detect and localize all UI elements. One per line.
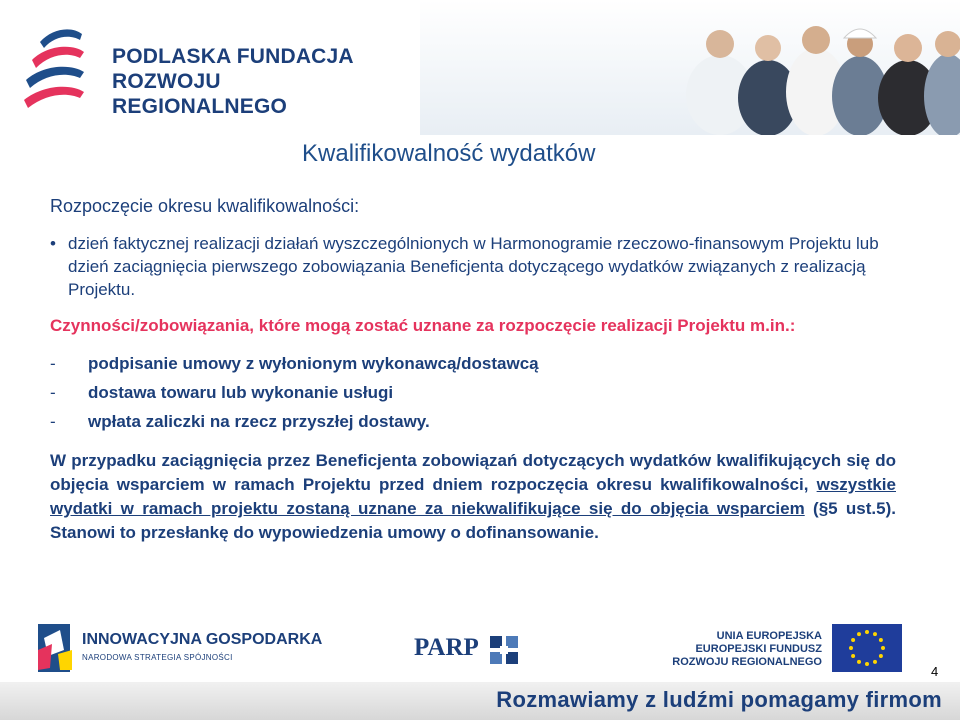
- bullet-item: [48, 232, 918, 301]
- paragraph-underlined: wszystkie wydatki w ramach projektu zostaną uznane za niekwalifikujące się do objęcia wsparciem: [50, 475, 896, 518]
- list-item: [50, 412, 539, 441]
- parp-logo: [414, 630, 524, 670]
- bullet-marker: •: [50, 234, 56, 253]
- section-subheading: Rozpoczęcie okresu kwalifikowalności:: [50, 196, 360, 216]
- slogan-bar: [0, 682, 960, 720]
- paragraph-part-2: (§5 ust.5). Stanowi to przesłankę do wypowiedzenia umowy o dofinansowanie.: [50, 499, 896, 542]
- slide-title: Kwalifikowalność wydatków: [302, 140, 596, 167]
- people-photo: [420, 0, 960, 135]
- logo-line-2: ROZWOJU REGIONALNEGO: [112, 70, 288, 118]
- dash-marker: -: [50, 412, 56, 431]
- parp-text: PARP: [414, 634, 479, 661]
- eu-fund-text: [672, 630, 822, 669]
- eu-line-1: UNIA EUROPEJSKA: [716, 630, 822, 642]
- ig-subtitle: NARODOWA STRATEGIA SPÓJNOŚCI: [82, 653, 233, 662]
- ig-emblem-icon: [34, 620, 78, 676]
- pfrr-logo: [22, 20, 362, 120]
- slogan-text: Rozmawiamy z ludźmi pomagamy firmom: [496, 687, 942, 712]
- pfrr-logo-text: [112, 44, 362, 119]
- logo-line-1: PODLASKA FUNDACJA: [112, 45, 354, 68]
- page-number: 4: [931, 664, 939, 679]
- list-item: [50, 354, 539, 383]
- list-item-text: dostawa towaru lub wykonanie usługi: [88, 383, 394, 402]
- eu-line-3: ROZWOJU REGIONALNEGO: [672, 656, 822, 668]
- dash-marker: -: [50, 383, 56, 402]
- pfrr-emblem-icon: [22, 20, 102, 120]
- eu-line-2: EUROPEJSKI FUNDUSZ: [695, 643, 822, 655]
- parp-emblem-icon: [486, 632, 522, 668]
- list-item-text: podpisanie umowy z wyłonionym wykonawcą/dostawcą: [88, 354, 539, 373]
- bullet-text: dzień faktycznej realizacji działań wyszczególnionych w Harmonogramie rzeczowo-finansowym Projektu lub dzień zaciągnięcia pierwszego zobowiązania Beneficjenta dotyczącego wydatków związanych z realizacją Projektu.: [68, 234, 879, 299]
- paragraph-part-1: W przypadku zaciągnięcia przez Beneficjenta zobowiązań dotyczących wydatków kwalifikujących się do objęcia wsparciem w ramach Projektu przed dniem rozpoczęcia okresu kwalifikowalności,: [50, 451, 896, 494]
- ig-name: INNOWACYJNA GOSPODARKA: [82, 631, 323, 648]
- warning-paragraph: [50, 449, 896, 545]
- list-item: [50, 383, 539, 412]
- slide-header: [0, 0, 960, 140]
- list-item-text: wpłata zaliczki na rzecz przyszłej dostawy.: [88, 412, 430, 431]
- eu-flag-icon: [832, 624, 902, 672]
- activities-heading: Czynności/zobowiązania, które mogą zostać uznane za rozpoczęcie realizacji Projektu m.in.:: [50, 316, 796, 335]
- activities-list: [50, 354, 539, 441]
- dash-marker: -: [50, 354, 56, 373]
- innowacyjna-gospodarka-logo: [34, 620, 323, 670]
